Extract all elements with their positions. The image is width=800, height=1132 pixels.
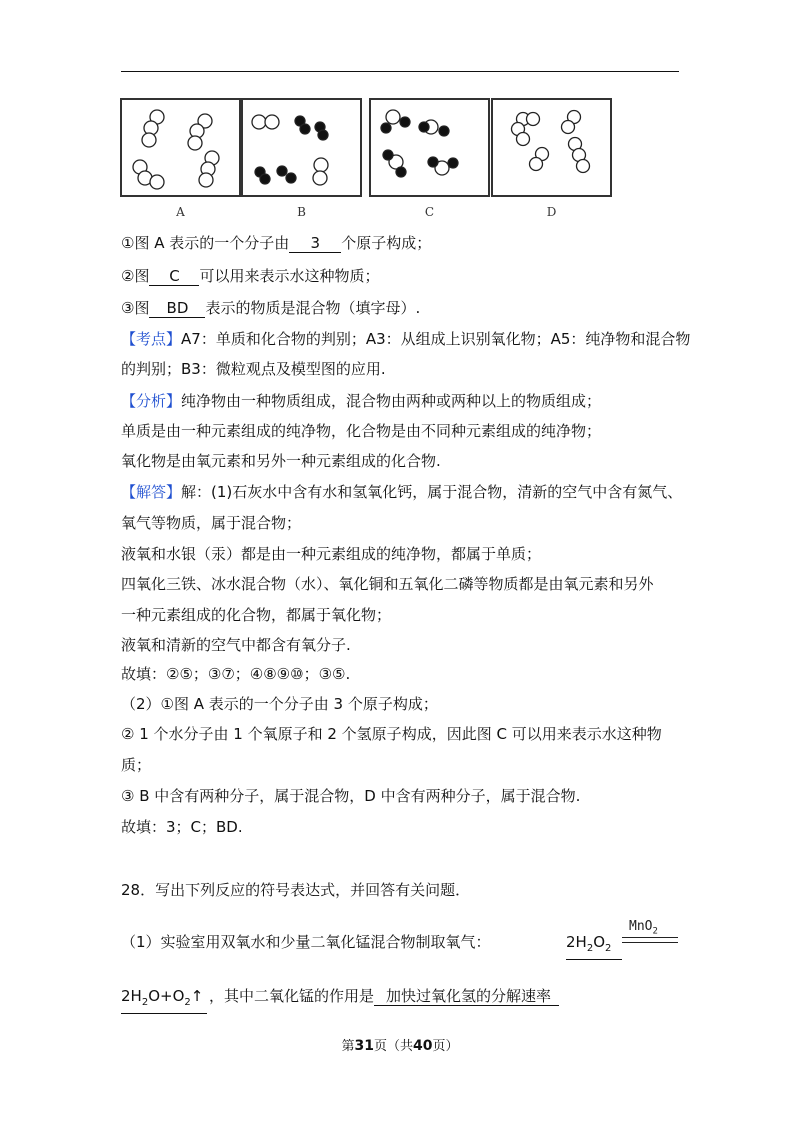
q28-title: 28．写出下列反应的符号表达式，并回答有关问题．: [121, 881, 471, 899]
jieda-line-10: 质；: [121, 756, 152, 774]
kaodian-line-1: 【考点】A7：单质和化合物的判别；A3：从组成上识别氧化物；A5：纯净物和混合物: [121, 330, 691, 348]
figure-c-label: C: [424, 205, 435, 219]
figure-d-molecules: [493, 100, 610, 195]
molecule-figures: [120, 98, 605, 223]
fenxi-line-3: 氧化物是由氧元素和另外一种元素组成的化合物.: [121, 452, 441, 470]
jieda-line-9: ② 1 个水分子由 1 个氧原子和 2 个氢原子构成，因此图 C 可以用来表示水这种物: [121, 725, 662, 743]
figure-b-box: [241, 98, 362, 197]
figure-a-label: A: [176, 205, 185, 219]
jieda-line-8: （2）①图 A 表示的一个分子由 3 个原子构成；: [121, 695, 438, 713]
figure-a-molecules: [122, 100, 239, 195]
figure-d-label: D: [546, 205, 557, 219]
catalyst-role-answer: 加快过氧化氢的分解速率: [374, 987, 559, 1006]
question-2: ②图 C 可以用来表示水这种物质；: [121, 267, 380, 285]
kaodian-tag: 【考点】: [121, 330, 182, 348]
jieda-line-3: 液氧和水银（汞）都是由一种元素组成的纯净物，都属于单质；: [121, 545, 542, 563]
reactant-formula: $2H_2O_2$: [566, 932, 622, 960]
fenxi-tag: 【分析】: [121, 392, 182, 410]
figure-d-box: [491, 98, 612, 197]
jieda-line-7: 故填：②⑤；③⑦；④⑧⑨⑩；③⑤.: [121, 665, 351, 683]
total-pages: 40: [413, 1038, 433, 1054]
kaodian-line-2: 的判别；B3：微粒观点及模型图的应用.: [121, 360, 386, 378]
jieda-line-4: 四氧化三铁、冰水混合物（水）、氧化铜和五氧化二磷等物质都是由氧元素和另外: [121, 575, 654, 593]
fenxi-line-1: 【分析】纯净物由一种物质组成，混合物由两种或两种以上的物质组成；: [121, 392, 602, 410]
jieda-tag: 【解答】: [121, 483, 182, 501]
figure-d: [491, 98, 612, 219]
answer-1: 3: [289, 234, 341, 253]
figure-c-molecules: [371, 100, 488, 195]
jieda-line-6: 液氧和清新的空气中都含有氧分子.: [121, 636, 351, 654]
question-3: ③图 BD 表示的物质是混合物（填字母）.: [121, 299, 421, 317]
figure-b-label: B: [297, 205, 306, 219]
current-page: 31: [354, 1038, 374, 1054]
figure-b: [241, 98, 362, 219]
page-footer: 第31页（共40页）: [341, 1038, 459, 1054]
jieda-line-1: 【解答】解：(1)石灰水中含有水和氢氧化钙，属于混合物，清新的空气中含有氮气、: [121, 483, 683, 501]
catalyst-role-line: ，其中二氧化锰的作用是 加快过氧化氢的分解速率: [209, 986, 559, 1006]
product-formula: $2H_2O+O_2↑$: [121, 986, 207, 1014]
figure-b-molecules: [243, 100, 360, 195]
jieda-line-11: ③ B 中含有两种分子，属于混合物，D 中含有两种分子，属于混合物.: [121, 787, 581, 805]
jieda-line-5: 一种元素组成的化合物，都属于氧化物；: [121, 606, 392, 624]
q28-part1: （1）实验室用双氧水和少量二氧化锰混合物制取氧气：: [121, 933, 491, 951]
catalyst-label: MnO$_2$: [629, 919, 658, 937]
figure-a-box: [120, 98, 241, 197]
jieda-line-12: 故填：3；C；BD.: [121, 818, 243, 836]
figure-c: [369, 98, 490, 219]
question-1: ①图 A 表示的一个分子由 3 个原子构成；: [121, 234, 432, 252]
answer-2: C: [149, 267, 199, 286]
jieda-line-2: 氧气等物质，属于混合物；: [121, 514, 302, 532]
header-rule: [121, 71, 679, 72]
figure-a: [120, 98, 241, 219]
fenxi-line-2: 单质是由一种元素组成的纯净物，化合物是由不同种元素组成的纯净物；: [121, 422, 602, 440]
answer-3: BD: [149, 299, 205, 318]
reaction-condition-arrow: [622, 937, 678, 943]
figure-c-box: [369, 98, 490, 197]
